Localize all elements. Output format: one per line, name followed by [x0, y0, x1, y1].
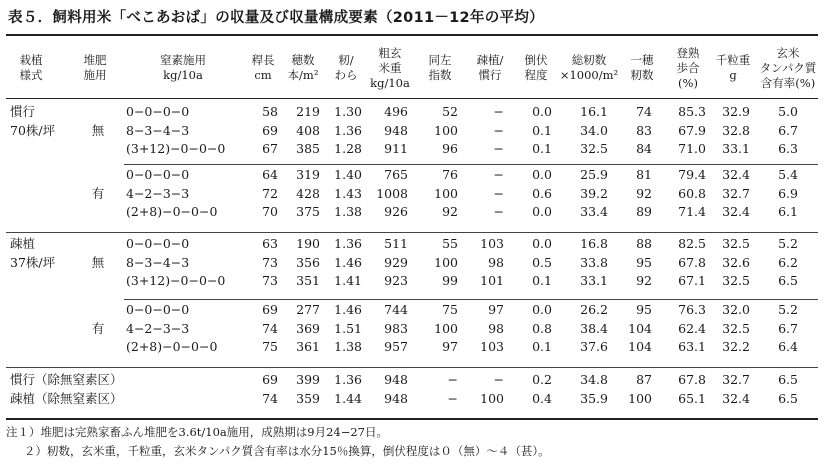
cell-ripening: 65.1: [678, 390, 706, 406]
cell-protein: 6.5: [778, 390, 798, 406]
cell-protein: 6.1: [778, 204, 798, 219]
summary-label: 慣行（除無窒素区）: [10, 372, 123, 387]
cell-grain-weight: 32.0: [722, 302, 750, 317]
column-header-line: 窒素施用: [160, 53, 206, 67]
cell-nitrogen: 8−3−4−3: [126, 122, 190, 138]
column-header-line: 堆肥: [83, 53, 107, 67]
cell-lodging: 0.1: [532, 339, 552, 354]
cell-grain-straw: 1.38: [334, 339, 362, 354]
column-header-line: タンパク質: [759, 60, 817, 75]
cell-grain-weight: 32.5: [722, 273, 750, 288]
cell-grain-weight: 32.9: [722, 104, 750, 119]
row-divider: [6, 232, 818, 233]
cell-grain-weight: 32.2: [722, 339, 750, 354]
cell-panicles: 356: [296, 254, 320, 270]
cell-lodging: 0.6: [532, 185, 552, 201]
cell-protein: 5.2: [778, 302, 798, 317]
cell-brown-rice: 926: [384, 204, 408, 219]
cell-brown-rice: 1008: [376, 185, 408, 201]
column-header-line: ×1000/m²: [559, 68, 619, 82]
column-header: [328, 40, 364, 96]
column-header-line: 疎植/: [476, 53, 504, 67]
column-header-line: 米重: [378, 60, 402, 75]
cell-nitrogen: 8−3−4−3: [126, 254, 190, 270]
cell-brown-rice: 511: [384, 236, 408, 251]
column-header-line: 粗玄: [378, 45, 402, 60]
column-header-line: 倒伏: [524, 53, 548, 67]
cell-index: 100: [434, 185, 458, 201]
cell-grain-weight: 32.6: [722, 254, 750, 270]
cell-nitrogen: 4−2−3−3: [126, 320, 190, 336]
cell-culm-length: 58: [262, 104, 278, 119]
cell-spikelets: 34.8: [580, 372, 608, 387]
cell-index: −: [447, 390, 458, 406]
column-header-line: g: [729, 68, 737, 82]
cell-grain-straw: 1.46: [334, 302, 362, 317]
cell-per-panicle: 81: [636, 167, 652, 182]
cell-per-panicle: 95: [636, 302, 652, 317]
cell-nitrogen: (3+12)−0−0−0: [126, 141, 226, 156]
row-divider: [124, 164, 818, 165]
cell-grain-weight: 32.4: [722, 390, 750, 406]
footnote: ２）籾数，玄米重，千粒重，玄米タンパク質含有率は水分15％換算，倒伏程度は０（無）〜４（甚）。: [24, 444, 550, 458]
cell-lodging: 0.0: [532, 302, 552, 317]
column-header: [708, 40, 758, 96]
cell-brown-rice: 983: [384, 320, 408, 336]
cell-culm-length: 74: [262, 390, 278, 406]
row-divider: [124, 299, 818, 300]
column-header: [664, 40, 712, 96]
cell-culm-length: 64: [262, 167, 278, 182]
cell-protein: 6.4: [778, 339, 798, 354]
column-header: [758, 40, 818, 96]
cell-index: −: [447, 372, 458, 387]
column-header-line: 指数: [428, 68, 452, 82]
cell-nitrogen: 0−0−0−0: [126, 104, 190, 119]
summary-label: 疎植（除無窒素区）: [10, 390, 123, 406]
cell-ripening: 67.9: [678, 122, 706, 138]
cell-ripening: 71.0: [678, 141, 706, 156]
cell-protein: 5.0: [778, 104, 798, 119]
cell-grain-straw: 1.46: [334, 254, 362, 270]
cell-per-panicle: 104: [628, 320, 652, 336]
cell-nitrogen: 0−0−0−0: [126, 302, 190, 317]
column-header-line: 施用: [83, 68, 107, 82]
cell-index: 100: [434, 320, 458, 336]
cell-per-panicle: 104: [628, 339, 652, 354]
cell-culm-length: 74: [262, 320, 278, 336]
column-header-line: わら: [334, 68, 358, 82]
cell-grain-weight: 32.8: [722, 122, 750, 138]
column-header-line: 籾数: [630, 68, 654, 82]
cell-grain-straw: 1.44: [334, 390, 362, 406]
column-header-line: kg/10a: [163, 68, 203, 82]
column-header-line: 同左: [428, 53, 452, 67]
column-header: [70, 40, 120, 96]
cell-lodging: 0.0: [532, 236, 552, 251]
cell-per-panicle: 95: [636, 254, 652, 270]
cell-brown-rice: 744: [384, 302, 408, 317]
cell-culm-length: 67: [262, 141, 278, 156]
column-header-line: 慣行: [478, 68, 502, 82]
compost-label: 無: [91, 254, 105, 270]
cell-spikelets: 37.6: [580, 339, 608, 354]
cell-index: 55: [442, 236, 458, 251]
column-header-line: 様式: [19, 68, 43, 82]
planting-style-label: 慣行: [10, 104, 36, 119]
cell-panicles: 408: [296, 122, 320, 138]
column-header-line: 玄米: [776, 45, 800, 60]
cell-protein: 6.7: [778, 320, 798, 336]
cell-sparse-ratio: −: [493, 167, 504, 182]
cell-ripening: 67.1: [678, 273, 706, 288]
cell-panicles: 385: [296, 141, 320, 156]
cell-lodging: 0.5: [532, 254, 552, 270]
cell-nitrogen: 4−2−3−3: [126, 185, 190, 201]
cell-index: 92: [442, 204, 458, 219]
planting-style-label: 疎植: [10, 236, 36, 251]
cell-index: 100: [434, 122, 458, 138]
cell-panicles: 351: [296, 273, 320, 288]
table-header: [6, 36, 818, 99]
compost-label: 無: [91, 122, 105, 138]
column-header-line: 千粒重: [715, 53, 751, 67]
cell-per-panicle: 88: [636, 236, 652, 251]
cell-culm-length: 69: [262, 302, 278, 317]
column-header: [516, 40, 556, 96]
cell-nitrogen: 0−0−0−0: [126, 167, 190, 182]
cell-panicles: 428: [296, 185, 320, 201]
cell-grain-weight: 32.7: [722, 185, 750, 201]
column-header: [6, 40, 56, 96]
cell-grain-weight: 32.7: [722, 372, 750, 387]
cell-panicles: 319: [296, 167, 320, 182]
cell-culm-length: 75: [262, 339, 278, 354]
cell-sparse-ratio: −: [493, 204, 504, 219]
cell-grain-straw: 1.36: [334, 122, 362, 138]
cell-brown-rice: 948: [384, 372, 408, 387]
column-header: [620, 40, 664, 96]
cell-brown-rice: 948: [384, 390, 408, 406]
cell-panicles: 359: [296, 390, 320, 406]
cell-panicles: 277: [296, 302, 320, 317]
cell-index: 76: [442, 167, 458, 182]
cell-ripening: 79.4: [678, 167, 706, 182]
column-header: [364, 40, 416, 96]
column-header-line: 歩合: [676, 60, 700, 75]
cell-per-panicle: 83: [636, 122, 652, 138]
cell-sparse-ratio: 98: [488, 320, 504, 336]
cell-grain-weight: 32.4: [722, 167, 750, 182]
cell-per-panicle: 84: [636, 141, 652, 156]
cell-brown-rice: 496: [384, 104, 408, 119]
cell-per-panicle: 92: [636, 185, 652, 201]
cell-ripening: 71.4: [678, 204, 706, 219]
cell-sparse-ratio: −: [493, 372, 504, 387]
cell-culm-length: 63: [262, 236, 278, 251]
cell-grain-straw: 1.30: [334, 104, 362, 119]
cell-panicles: 361: [296, 339, 320, 354]
cell-protein: 6.5: [778, 372, 798, 387]
cell-grain-straw: 1.40: [334, 167, 362, 182]
cell-lodging: 0.1: [532, 273, 552, 288]
column-header-line: 程度: [524, 68, 548, 82]
cell-sparse-ratio: 103: [480, 339, 504, 354]
table-title: 表５．飼料用米「べこあおば」の収量及び収量構成要素（2011－12年の平均）: [8, 10, 544, 26]
cell-spikelets: 26.2: [580, 302, 608, 317]
cell-spikelets: 35.9: [580, 390, 608, 406]
cell-grain-straw: 1.43: [334, 185, 362, 201]
cell-index: 52: [442, 104, 458, 119]
cell-sparse-ratio: 103: [480, 236, 504, 251]
cell-sparse-ratio: 98: [488, 254, 504, 270]
cell-grain-straw: 1.38: [334, 204, 362, 219]
column-header: [558, 40, 620, 96]
cell-spikelets: 33.4: [580, 204, 608, 219]
cell-spikelets: 33.1: [580, 273, 608, 288]
cell-protein: 6.2: [778, 254, 798, 270]
cell-sparse-ratio: 101: [480, 273, 504, 288]
cell-index: 96: [442, 141, 458, 156]
cell-protein: 5.2: [778, 236, 798, 251]
cell-ripening: 82.5: [678, 236, 706, 251]
cell-grain-weight: 33.1: [722, 141, 750, 156]
cell-spikelets: 33.8: [580, 254, 608, 270]
planting-style-label: 70株/坪: [10, 122, 56, 138]
cell-per-panicle: 74: [636, 104, 652, 119]
cell-grain-straw: 1.51: [334, 320, 362, 336]
cell-culm-length: 69: [262, 372, 278, 387]
column-header-line: kg/10a: [370, 75, 410, 90]
cell-culm-length: 73: [262, 273, 278, 288]
column-header-line: 登熟: [676, 45, 700, 60]
cell-protein: 6.9: [778, 185, 798, 201]
column-header: [118, 40, 248, 96]
column-header: [281, 40, 325, 96]
cell-culm-length: 69: [262, 122, 278, 138]
cell-panicles: 219: [296, 104, 320, 119]
cell-panicles: 190: [296, 236, 320, 251]
cell-nitrogen: 0−0−0−0: [126, 236, 190, 251]
cell-protein: 6.3: [778, 141, 798, 156]
cell-grain-straw: 1.36: [334, 372, 362, 387]
cell-culm-length: 70: [262, 204, 278, 219]
cell-sparse-ratio: 97: [488, 302, 504, 317]
row-divider: [6, 367, 818, 368]
column-header-line: (%): [678, 75, 698, 90]
cell-per-panicle: 100: [628, 390, 652, 406]
cell-brown-rice: 911: [384, 141, 408, 156]
cell-brown-rice: 765: [384, 167, 408, 182]
cell-ripening: 63.1: [678, 339, 706, 354]
cell-grain-straw: 1.28: [334, 141, 362, 156]
cell-grain-straw: 1.41: [334, 273, 362, 288]
cell-brown-rice: 948: [384, 122, 408, 138]
cell-ripening: 60.8: [678, 185, 706, 201]
cell-grain-straw: 1.36: [334, 236, 362, 251]
cell-lodging: 0.8: [532, 320, 552, 336]
cell-grain-weight: 32.4: [722, 204, 750, 219]
cell-lodging: 0.4: [532, 390, 552, 406]
column-header-line: 栽植: [19, 53, 43, 67]
cell-brown-rice: 957: [384, 339, 408, 354]
cell-lodging: 0.0: [532, 167, 552, 182]
cell-protein: 6.5: [778, 273, 798, 288]
compost-label: 有: [91, 185, 105, 201]
compost-label: 有: [91, 320, 105, 336]
cell-spikelets: 32.5: [580, 141, 608, 156]
cell-nitrogen: (2+8)−0−0−0: [126, 339, 218, 354]
cell-per-panicle: 87: [636, 372, 652, 387]
cell-sparse-ratio: −: [493, 104, 504, 119]
cell-lodging: 0.1: [532, 141, 552, 156]
cell-spikelets: 34.0: [580, 122, 608, 138]
cell-ripening: 85.3: [678, 104, 706, 119]
cell-index: 99: [442, 273, 458, 288]
cell-panicles: 375: [296, 204, 320, 219]
cell-panicles: 399: [296, 372, 320, 387]
cell-grain-weight: 32.5: [722, 320, 750, 336]
cell-ripening: 76.3: [678, 302, 706, 317]
cell-brown-rice: 929: [384, 254, 408, 270]
column-header-line: 稈長: [251, 53, 275, 67]
planting-style-label: 37株/坪: [10, 254, 56, 270]
column-header-line: cm: [254, 68, 272, 82]
cell-ripening: 67.8: [678, 372, 706, 387]
column-header: [246, 40, 280, 96]
cell-protein: 5.4: [778, 167, 798, 182]
column-header-line: 総籾数: [571, 53, 607, 67]
cell-spikelets: 16.8: [580, 236, 608, 251]
cell-index: 100: [434, 254, 458, 270]
column-header-line: 穂数: [291, 53, 315, 67]
cell-per-panicle: 92: [636, 273, 652, 288]
column-header-line: 籾/: [338, 53, 354, 67]
column-header-line: 一穂: [630, 53, 654, 67]
cell-grain-weight: 32.5: [722, 236, 750, 251]
cell-ripening: 67.8: [678, 254, 706, 270]
cell-protein: 6.7: [778, 122, 798, 138]
cell-spikelets: 39.2: [580, 185, 608, 201]
cell-spikelets: 16.1: [580, 104, 608, 119]
cell-sparse-ratio: 100: [480, 390, 504, 406]
cell-lodging: 0.1: [532, 122, 552, 138]
cell-lodging: 0.0: [532, 204, 552, 219]
cell-spikelets: 38.4: [580, 320, 608, 336]
cell-sparse-ratio: −: [493, 122, 504, 138]
column-header: [416, 40, 464, 96]
footnote: 注１）堆肥は完熟家畜ふん堆肥を3.6t/10a施用，成熟期は9月24−27日。: [6, 425, 388, 439]
cell-sparse-ratio: −: [493, 141, 504, 156]
cell-sparse-ratio: −: [493, 185, 504, 201]
cell-spikelets: 25.9: [580, 167, 608, 182]
cell-brown-rice: 923: [384, 273, 408, 288]
cell-ripening: 62.4: [678, 320, 706, 336]
cell-nitrogen: (3+12)−0−0−0: [126, 273, 226, 288]
cell-nitrogen: (2+8)−0−0−0: [126, 204, 218, 219]
cell-culm-length: 72: [262, 185, 278, 201]
cell-lodging: 0.0: [532, 104, 552, 119]
cell-per-panicle: 89: [636, 204, 652, 219]
cell-lodging: 0.2: [532, 372, 552, 387]
yield-table: [6, 34, 818, 420]
cell-index: 97: [442, 339, 458, 354]
cell-index: 75: [442, 302, 458, 317]
cell-culm-length: 73: [262, 254, 278, 270]
cell-panicles: 369: [296, 320, 320, 336]
column-header-line: 本/m²: [287, 68, 319, 82]
column-header: [466, 40, 514, 96]
column-header-line: 含有率(%): [760, 75, 816, 90]
